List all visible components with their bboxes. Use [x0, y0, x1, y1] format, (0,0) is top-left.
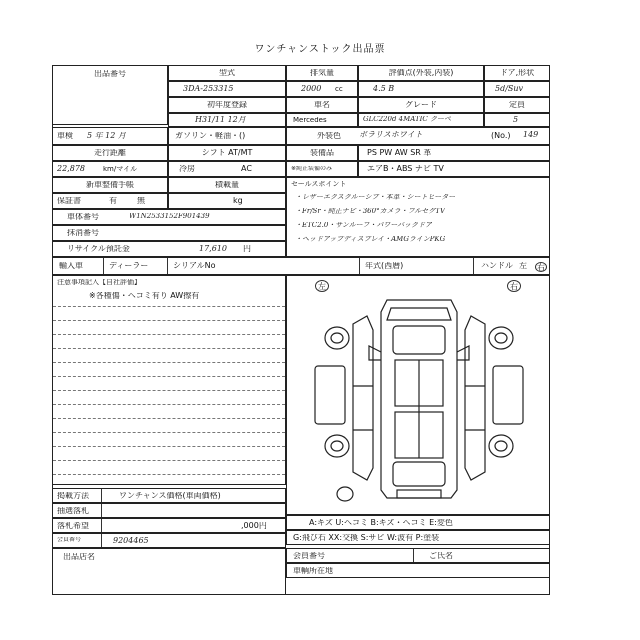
hope-label: 落札希望 — [57, 522, 89, 530]
chassis-value: W1N2533152F901439 — [129, 213, 210, 220]
hope-row — [52, 518, 286, 533]
ext-color-label: 外装色 — [317, 132, 341, 140]
sales-point-line-2: ・Fr/Sr・純正ナビ・360°カメラ・フルセグTV — [295, 208, 446, 215]
page-title: ワンチャンストック出品票 — [254, 44, 386, 55]
sales-point-label: セールスポイント — [291, 181, 347, 188]
first-reg-label: 初年度登録 — [207, 101, 247, 109]
shift-label: シフト AT/MT — [201, 149, 253, 157]
capacity-label-cell — [484, 97, 550, 113]
displacement-value: 2000 — [301, 85, 322, 93]
fuel-cell — [168, 127, 286, 145]
legend-row-1 — [286, 515, 550, 530]
damage-diagram-box — [286, 275, 550, 515]
store-name-box — [52, 548, 286, 595]
warranty-label: 新車整備手帳 — [86, 181, 134, 189]
ext-color-value: ポラリスホワイト — [359, 131, 423, 139]
customer-name-label: ご氏名 — [429, 552, 453, 560]
handle-left: 左 — [519, 262, 527, 270]
equipment-bottom: エアB・ABS ナビ TV — [367, 165, 444, 173]
cooling-value: AC — [241, 165, 252, 173]
auction-row — [52, 503, 286, 518]
legend-row-2 — [286, 530, 550, 545]
model-value: 3DA-253315 — [183, 85, 234, 93]
sales-point-line-4: ・ヘッドアップディスプレイ・AMGラインPKG — [295, 236, 446, 243]
equipment-top-cell — [358, 145, 550, 161]
member-no-value: 9204465 — [113, 537, 149, 545]
sales-point-line-3: ・ETC2.0・サンルーフ・パワーバックドア — [295, 222, 432, 229]
score-label: 評価点(外装,内装) — [388, 69, 454, 77]
model-label: 型式 — [219, 69, 235, 77]
color-no-value: 149 — [523, 131, 539, 139]
legend-text-1: A:キズ U:ヘコミ B:キズ・ヘコミ E:変色 — [309, 519, 453, 527]
hope-value: ,000円 — [241, 522, 267, 530]
member-no-row — [52, 533, 286, 548]
handle-label: ハンドル — [481, 262, 513, 270]
doors-value-cell — [484, 81, 550, 97]
equip-note-cell — [286, 161, 358, 177]
score-value: 4.5 B — [373, 85, 395, 93]
import-row — [52, 257, 550, 275]
sales-point-line-1: ・レザーエクスクルーシブ・本革・シートヒーター — [295, 194, 456, 201]
chassis-label: 車体番号 — [67, 213, 99, 221]
grade-label: グレード — [405, 101, 437, 109]
warranty-book-label: 保証書 — [57, 197, 81, 205]
displacement-label-cell — [286, 65, 358, 81]
chassis-cell — [52, 209, 286, 225]
capacity-label: 定員 — [509, 101, 525, 109]
storage-label: 車輌所在地 — [293, 567, 333, 575]
cooling-cell — [168, 161, 286, 177]
weight-label-cell — [168, 177, 286, 193]
mileage-label: 走行距離 — [94, 149, 126, 157]
fuel-label: ガソリン・軽油・() — [175, 132, 246, 140]
displacement-label: 排気量 — [310, 69, 334, 77]
notes-heading: 注意事項記入【自社評価】 — [57, 279, 141, 286]
color-no-label: (No.) — [491, 132, 511, 140]
car-outline-diagram — [307, 290, 531, 504]
equipment-label: 装備品 — [310, 149, 334, 157]
store-name-label: 出品店名 — [63, 553, 95, 561]
car-name-value-cell — [286, 113, 358, 127]
displacement-value-cell — [286, 81, 358, 97]
diagram-left-label: 左 — [315, 280, 329, 292]
score-value-cell — [358, 81, 484, 97]
ext-color-cell — [286, 127, 550, 145]
member-id-row — [286, 548, 550, 563]
warranty-yes: 有 — [109, 197, 117, 205]
mileage-value: 22,878 — [57, 165, 85, 173]
price-method-label: 掲載方法 — [57, 492, 89, 500]
first-reg-label-cell — [168, 97, 286, 113]
recycle-unit: 円 — [243, 245, 251, 253]
car-name-label: 車名 — [314, 101, 330, 109]
doors-label-cell — [484, 65, 550, 81]
warranty-label-cell — [52, 177, 168, 193]
notes-box — [52, 275, 286, 485]
weight-value-cell — [168, 193, 286, 209]
model-label-cell — [168, 65, 286, 81]
storage-row — [286, 563, 550, 578]
first-reg-value: H31/11 12月 — [195, 116, 246, 124]
displacement-unit: cc — [335, 86, 343, 93]
warranty-no: 無 — [137, 197, 145, 205]
recycle-label: リサイクル預託金 — [67, 245, 130, 253]
capacity-value: 5 — [513, 116, 519, 124]
grade-value-cell — [358, 113, 484, 127]
member-no-label: 会員番号 — [57, 537, 82, 543]
cooling-label: 冷房 — [179, 165, 195, 173]
weight-unit: kg — [233, 197, 243, 205]
lot-no-label: 出品番号 — [94, 70, 126, 78]
shift-label-cell — [168, 145, 286, 161]
prev-reg-cell — [52, 225, 286, 241]
year-type-label: 年式(西暦) — [365, 262, 404, 270]
inspection-value: 5 年 12 月 — [87, 132, 126, 140]
score-label-cell — [358, 65, 484, 81]
first-reg-value-cell — [168, 113, 286, 127]
equipment-top: PS PW AW SR 革 — [367, 149, 432, 157]
doors-value: 5d/Suv — [495, 85, 524, 93]
capacity-value-cell — [484, 113, 550, 127]
car-name-value: Mercedes — [293, 117, 327, 124]
inspection-label: 車検 — [57, 132, 73, 140]
recycle-value: 17,610 — [199, 245, 227, 253]
mileage-label-cell — [52, 145, 168, 161]
price-method-value: ワンチャンス価格(車両価格) — [119, 492, 221, 500]
weight-label: 積載量 — [215, 181, 239, 189]
serial-label: シリアルNo — [173, 262, 216, 270]
grade-value: GLC220d 4MATIC クーペ — [363, 116, 451, 123]
inspection-cell — [52, 127, 168, 145]
legend-text-2: G:飛び石 XX:交換 S:サビ W:波有 P:塗装 — [293, 534, 440, 542]
prev-reg-label: 抹消番号 — [67, 229, 99, 237]
import-label: 輸入車 — [59, 262, 83, 270]
car-name-label-cell — [286, 97, 358, 113]
warranty-book-cell — [52, 193, 168, 209]
notes-sub: ※各種傷・ヘコミ有り AW擦有 — [89, 292, 200, 300]
lot-no-box — [52, 65, 168, 125]
recycle-cell — [52, 241, 286, 257]
handle-right: 右 — [537, 263, 545, 272]
auction-label: 抽選落札 — [57, 507, 89, 515]
doors-label: ドア,形状 — [499, 69, 535, 77]
sales-point-box — [286, 177, 550, 257]
equipment-label-cell — [286, 145, 358, 161]
grade-label-cell — [358, 97, 484, 113]
mileage-value-cell — [52, 161, 168, 177]
equipment-note: ※純正装備のみ — [291, 166, 333, 172]
price-method-row — [52, 488, 286, 503]
dealer-label: ディーラー — [109, 262, 149, 270]
mileage-unit: km/マイル — [103, 166, 138, 173]
diagram-right-label: 右 — [507, 280, 521, 292]
member-id-label: 会員番号 — [293, 552, 325, 560]
model-value-cell — [168, 81, 286, 97]
equip-bottom-cell — [358, 161, 550, 177]
